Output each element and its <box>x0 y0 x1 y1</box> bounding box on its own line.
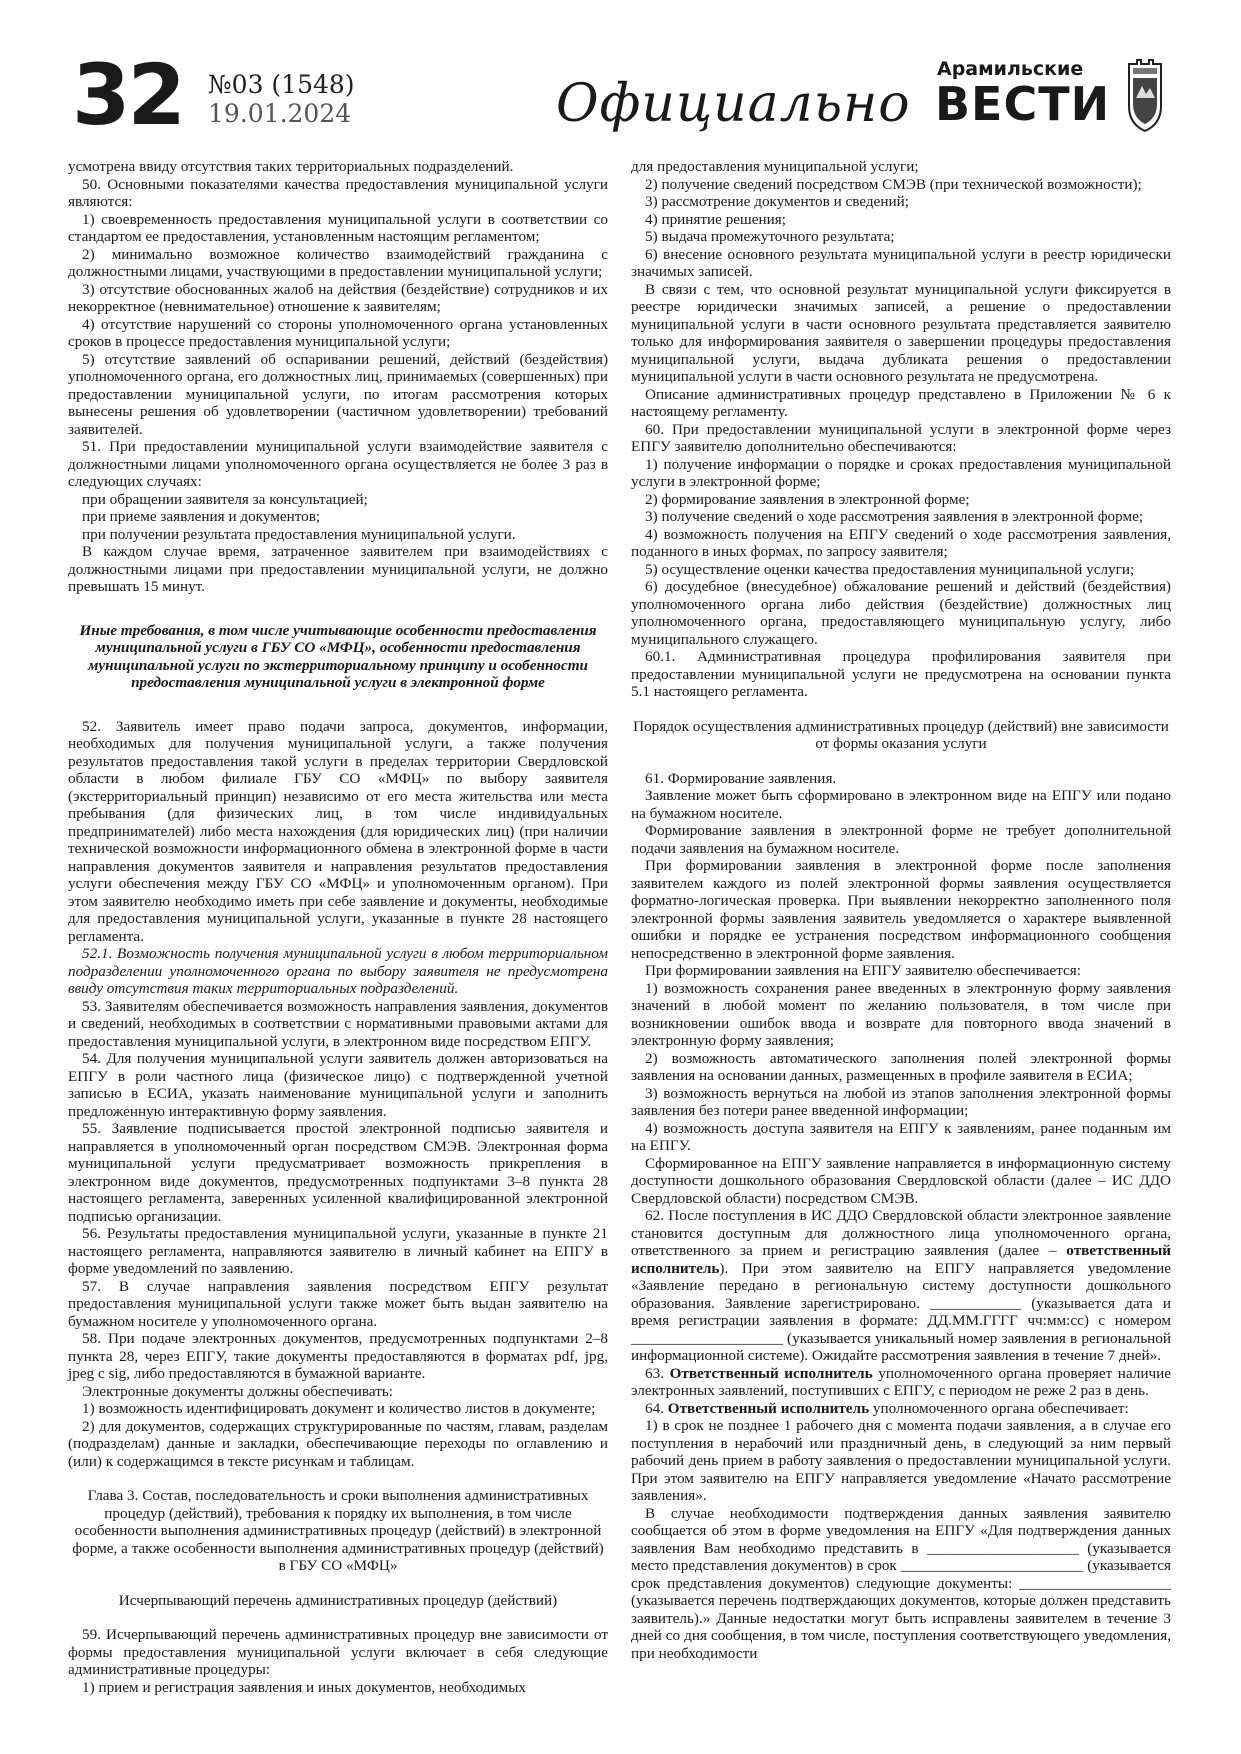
logo-main-text: ВЕСТИ <box>935 77 1111 131</box>
paragraph: 2) возможность автоматического заполнения полей электронной формы заявления на основании данных, размещенных в профиле заявителя в ЕСИА; <box>631 1049 1171 1084</box>
paragraph: 1) возможность сохранения ранее введенных в электронную форму заявления значений в любой момент по желанию пользователя, в том числе при возникновении ошибок ввода и возврате для повторного ввода значений в электронную форму заявления; <box>631 979 1171 1049</box>
paragraph: 51. При предоставлении муниципальной услуги взаимодействие заявителя с должностными лицами уполномоченного органа осуществляется не более 3 раз в следующих случаях: <box>68 438 608 490</box>
section-title: Официально <box>556 74 911 134</box>
paragraph: 6) досудебное (внесудебное) обжалование решений и действий (бездействия) уполномоченного органа либо действия (бездействие) должностных лиц уполномоченного органа, предоставляющего муниципальную услугу, либо муниципального служащего. <box>631 578 1171 648</box>
paragraph: 52. Заявитель имеет право подачи запроса, документов, информации, необходимых для получения муниципальной услуги, а также получения результатов предоставления такой услуги в пределах территории Свердловской области в любом филиале ГБУ СО «МФЦ» по выбору заявителя (экстерриториальный принцип) независимо от его места жительства или места пребывания (для физических лиц, в том числе индивидуальных предпринимателей) либо места нахождения (для юридических лиц) (при наличии технической возможности информационного обмена в электронной форме в части направления документов заявителя и направления результатов предоставления услуги обеспечения между ГБУ СО «МФЦ» и уполномоченным органом). При этом заявителю необходимо иметь при себе заявление и документы, необходимые для предоставления муниципальной услуги, указанные в пункте 28 настоящего регламента. <box>68 717 608 945</box>
paragraph: 1) прием и регистрация заявления и иных документов, необходимых <box>82 1678 527 1696</box>
coat-of-arms-icon <box>1125 58 1165 133</box>
paragraph-text: 64. <box>645 1399 668 1417</box>
paragraph: Электронные документы должны обеспечивать: <box>82 1382 393 1400</box>
paragraph: В случае необходимости подтверждения данных заявления заявителю сообщается об этом в форме уведомления на ЕПГУ «Для подтверждения данных заявления Вам необходимо представить в ____________________ (указывается место представления документов) в срок ________________________ (указывается срок представления документов) следующие документы: ____________________ (указывается перечень подтверждающих документов, которые должен представить заявитель).» Данные недостатки могут быть исправлены заявителем в течение 3 дней со дня сообщения, в том числе, поступления соответствующего уведомления, при необходимости <box>631 1504 1171 1662</box>
paragraph: При формировании заявления на ЕПГУ заявителю обеспечивается: <box>645 962 1081 979</box>
paragraph: для предоставления муниципальной услуги; <box>631 158 919 175</box>
paragraph: 6) внесение основного результата муниципальной услуги в реестр юридически значимых записей. <box>631 245 1171 280</box>
paragraph: 5) выдача промежуточного результата; <box>645 228 895 245</box>
paragraph: 61. Формирование заявления. <box>645 769 837 787</box>
paragraph: 1) в срок не позднее 1 рабочего дня с момента подачи заявления, а в случае его поступления в нерабочий или праздничный день, в следующий за ним первый рабочий день прием в работу заявления о предоставлении муниципальной услуги. При этом заявителю на ЕПГУ направляется уведомление «Начато рассмотрение заявления». <box>631 1417 1171 1504</box>
paragraph: усмотрена ввиду отсутствия таких территориальных подразделений. <box>68 158 514 175</box>
paragraph: 3) возможность вернуться на любой из этапов заполнения электронной формы заявления без потери ранее введенной информации; <box>631 1084 1171 1119</box>
paragraph: 5) осуществление оценки качества предоставления муниципальной услуги; <box>645 560 1135 578</box>
paragraph: 1) своевременность предоставления муниципальной услуги в соответствии со стандартом ее предоставления, установленным настоящим регламентом; <box>68 210 608 245</box>
paragraph: В каждом случае время, затраченное заявителем при взаимодействиях с должностными лицами при предоставлении муниципальной услуги, не должно превышать 15 минут. <box>68 543 608 595</box>
paragraph: при обращении заявителя за консультацией; <box>82 490 368 508</box>
logo-top-text: Арамильские <box>937 58 1084 80</box>
paragraph: 54. Для получения муниципальной услуги заявитель должен авторизоваться на ЕПГУ в роли частного лица (физическое лицо) с подтвержденной учетной записью в ЕСИА, указать наименование муниципальной услуги и заполнить предложенную интерактивную форму заявления. <box>68 1050 608 1120</box>
paragraph: 58. При подаче электронных документов, предусмотренных подпунктами 2–8 пункта 28, через ЕПГУ, такие документы предоставляются в форматах pdf, jpg, jpeg с sig, либо предоставляются в бумажной варианте. <box>68 1330 608 1382</box>
section-heading: Порядок осуществления административных процедур (действий) вне зависимости от формы оказания услуги <box>633 717 1169 752</box>
paragraph: Описание административных процедур представлено в Приложении № 6 к настоящему регламенту. <box>631 385 1171 420</box>
paragraph: 56. Результаты предоставления муниципальной услуги, указанные в пункте 21 настоящего регламента, направляются заявителю в личный кабинет на ЕПГУ в форме уведомлений по заявлению. <box>68 1225 608 1277</box>
paragraph: 2) получение сведений посредством СМЭВ (при технической возможности); <box>645 175 1142 193</box>
paragraph: 57. В случае направления заявления посредством ЕПГУ результат предоставления муниципальной услуги также может быть выдан заявителю на бумажном носителе у уполномоченного органа. <box>68 1277 608 1330</box>
section-heading: Исчерпывающий перечень административных процедур (действий) <box>118 1591 558 1609</box>
bold-term: Ответственный исполнитель <box>669 1364 873 1382</box>
issue-number: №03 (1548) <box>208 70 355 99</box>
paragraph: 4) возможность получения на ЕПГУ сведений о ходе рассмотрения заявления, поданного в иных формах, по запросу заявителя; <box>631 525 1171 560</box>
paragraph: 5) отсутствие заявлений об оспаривании решений, действий (бездействия) уполномоченного органа, его должностных лиц, принимаемых (совершенных) при предоставлении муниципальной услуги, по итогам рассмотрения которых вынесены решения об удовлетворении (частичном удовлетворении) требований заявителей. <box>68 350 608 438</box>
paragraph: 60. При предоставлении муниципальной услуги в электронной форме через ЕПГУ заявителю дополнительно обеспечиваются: <box>631 420 1171 455</box>
paragraph: 60.1. Административная процедура профилирования заявителя при предоставлении муниципальной услуги не предусмотрена на основании пункта 5.1 настоящего регламента. <box>631 648 1171 700</box>
paragraph: 50. Основными показателями качества предоставления муниципальной услуги являются: <box>68 175 608 210</box>
paragraph <box>631 1400 1171 1418</box>
paragraph: при приеме заявления и документов; <box>82 508 321 525</box>
section-heading: Иные требования, в том числе учитывающие особенности предоставления муниципальной услуги в ГБУ СО «МФЦ», особенности предоставления муниципальной услуги по экстерриториальному принципу и особенности предоставления муниципальной услуги в электронной форме <box>79 621 597 691</box>
bold-term: Ответственный исполнитель <box>667 1399 870 1417</box>
paragraph: 1) возможность идентифицировать документ и количество листов в документе; <box>82 1400 596 1417</box>
paragraph: В связи с тем, что основной результат муниципальной услуги фиксируется в реестре юридически значимых записей, а решение о предоставлении муниципальной услуги в части основного результата представляется заявителю только для информирования заявителя о завершении процедуры предоставления муниципальной услуги, выдача дубликата решения о предоставлении муниципальной услуги в части основного результата не предусмотрена. <box>631 280 1171 385</box>
paragraph: 3) получение сведений о ходе рассмотрения заявления в электронной форме; <box>645 508 1144 525</box>
paragraph: Сформированное на ЕПГУ заявление направляется в информационную систему доступности дошкольного образования Свердловской области (далее – ИС ДДО Свердловской области) посредством СМЭВ. <box>631 1154 1171 1207</box>
paragraph: 1) получение информации о порядке и сроках предоставления муниципальной услуги в электронной форме; <box>631 455 1171 490</box>
page-number: 32 <box>72 46 183 144</box>
chapter-heading: Глава 3. Состав, последовательность и сроки выполнения административных процедур (действий), требования к порядку их выполнения, в том числе особенности выполнения административных процедур (действий) в электронной форме, а также особенности выполнения административных процедур (действий) в ГБУ СО «МФЦ» <box>72 1487 604 1574</box>
newspaper-logo <box>937 58 1117 138</box>
issue-info <box>208 70 355 128</box>
paragraph-text: 63. <box>645 1364 670 1382</box>
paragraph: 53. Заявителям обеспечивается возможность направления заявления, документов и сведений, необходимых в соответствии с нормативными правовыми актами для предоставления муниципальной услуги, в электронном виде посредством ЕПГУ. <box>68 997 608 1050</box>
paragraph: 52.1. Возможность получения муниципальной услуги в любом территориальном подразделении уполномоченного органа по выбору заявителя не предусмотрена ввиду отсутствия таких территориальных подразделений. <box>68 945 608 997</box>
issue-date: 19.01.2024 <box>208 99 352 128</box>
paragraph <box>631 1365 1171 1400</box>
paragraph: 2) формирование заявления в электронной форме; <box>645 490 970 508</box>
paragraph: 4) отсутствие нарушений со стороны уполномоченного органа установленных сроков в процессе предоставления муниципальной услуги; <box>68 315 608 350</box>
right-column <box>631 158 1171 1662</box>
paragraph-text: ). При этом заявителю на ЕПГУ направляется уведомление «Заявление передано в региональную систему доступности дошкольного образования. Заявление зарегистрировано. ____________ (указывается дата и время регистрации заявления в формате: ДД.ММ.ГГГГ чч:мм:сс) с номером ____________________ (указывается уникальный номер заявления в региональной информационной системе). Ожидайте рассмотрения заявления в течение 7 дней». <box>631 1259 1171 1364</box>
paragraph: Формирование заявления в электронной форме не требует дополнительной подачи заявления на бумажном носителе. <box>631 822 1171 857</box>
paragraph: 3) рассмотрение документов и сведений; <box>645 193 909 210</box>
paragraph: 2) минимально возможное количество взаимодействий гражданина с должностными лицами, участвующими в предоставлении муниципальной услуги; <box>68 245 608 280</box>
paragraph-text: 62. После поступления в ИС ДДО Свердловской области электронное заявление становится доступным для должностного лица уполномоченного органа, ответственного за прием и регистрацию заявления (далее – <box>631 1207 1171 1259</box>
paragraph-text: уполномоченного органа проверяет наличие электронных заявлений, поступивших с ЕПГУ, с периодом не реже 2 раз в день. <box>631 1364 1172 1399</box>
paragraph <box>631 1207 1171 1365</box>
paragraph: Заявление может быть сформировано в электронном виде на ЕПГУ или подано на бумажном носителе. <box>631 787 1171 822</box>
paragraph: 4) принятие решения; <box>645 210 786 228</box>
page-header <box>0 0 1241 150</box>
paragraph: 4) возможность доступа заявителя на ЕПГУ к заявлениям, ранее поданным им на ЕПГУ. <box>631 1119 1171 1154</box>
paragraph: 55. Заявление подписывается простой электронной подписью заявителя и направляется в уполномоченный орган посредством СМЭВ. Электронная форма муниципальной услуги предусматривает возможность прикрепления в электронном виде документов, предусмотренных подпунктами 3–8 пункта 28 настоящего регламента, заверенных усиленной квалифицированной электронной подписью организации. <box>68 1120 608 1225</box>
paragraph: При формировании заявления в электронной форме после заполнения заявителем каждого из полей электронной формы заявления осуществляется форматно-логическая проверка. При выявлении некорректно заполненного поля электронной формы заявления заявитель уведомляется о характере выявленной ошибки и порядке ее устранения посредством информационного сообщения непосредственно в электронной форме заявления. <box>631 857 1171 962</box>
paragraph: 59. Исчерпывающий перечень административных процедур вне зависимости от формы предоставления муниципальной услуги включает в себя следующие административные процедуры: <box>68 1626 608 1678</box>
left-column <box>68 158 608 1696</box>
paragraph: при получении результата предоставления муниципальной услуги. <box>82 525 516 543</box>
paragraph: 2) для документов, содержащих структурированные по частям, главам, разделам (подразделам) данные и закладки, обеспечивающие переходы по оглавлению и (или) к содержащимся в тексте рисункам и таблицам. <box>68 1417 608 1470</box>
paragraph: 3) отсутствие обоснованных жалоб на действия (бездействие) сотрудников и их некорректное (невнимательное) отношение к заявителям; <box>68 280 608 315</box>
paragraph-text: уполномоченного органа обеспечивает: <box>869 1399 1129 1417</box>
bold-term: ответственный исполнитель <box>631 1242 1171 1277</box>
